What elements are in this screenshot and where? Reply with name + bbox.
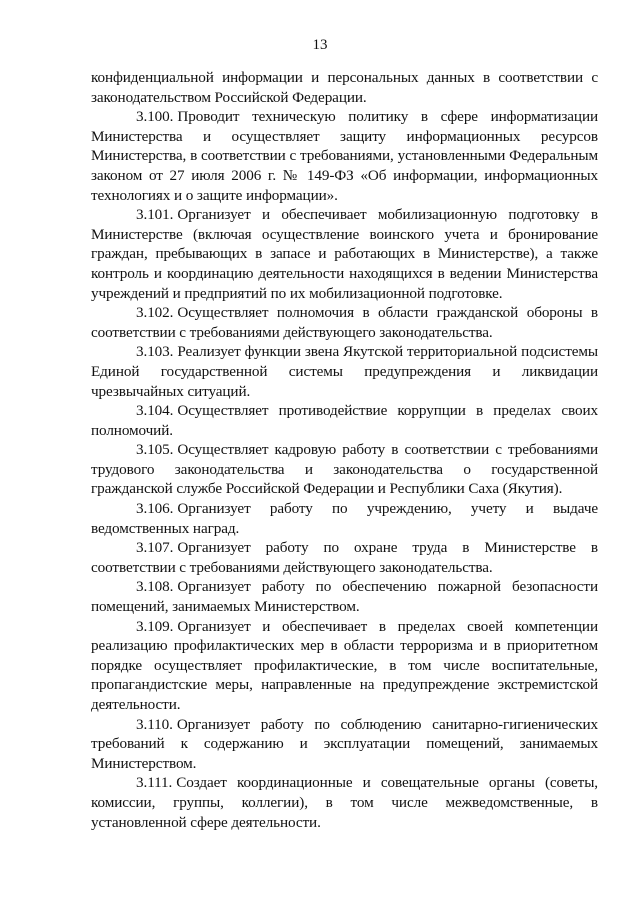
paragraph-3-108 xyxy=(91,577,598,616)
paragraph-text: Создает координационные и совещательные органы (советы, комиссии, группы, коллегии), в том числе межведомственные, в установленной сфере деятельности. xyxy=(91,774,598,831)
paragraph-3-107 xyxy=(91,538,598,577)
paragraph-3-101 xyxy=(91,205,598,303)
page-number: 13 xyxy=(312,37,328,53)
paragraph-number: 3.108. xyxy=(136,578,174,596)
paragraph-text: конфиденциальной информации и персональных данных в соответствии с законодательством Российской Федерации. xyxy=(91,69,598,106)
paragraph-3-104 xyxy=(91,401,598,440)
paragraph-number: 3.102. xyxy=(136,304,174,322)
paragraph-number: 3.101. xyxy=(136,206,174,224)
paragraph-text: Организует работу по соблюдению санитарно-гигиенических требований к содержанию и эксплуатации помещений, занимаемых Министерством. xyxy=(91,715,598,772)
paragraph-number: 3.100. xyxy=(136,108,174,126)
paragraph-number: 3.104. xyxy=(136,402,174,420)
paragraph-text: Осуществляет кадровую работу в соответствии с требованиями трудового законодательства и законодательства о государственной гражданской службе Российской Федерации и Республики Саха (Якутия). xyxy=(91,441,598,498)
paragraph-3-111 xyxy=(91,773,598,832)
document-body xyxy=(91,68,598,832)
paragraph-number: 3.107. xyxy=(136,539,174,557)
paragraph-3-103 xyxy=(91,342,598,401)
paragraph-text: Организует работу по обеспечению пожарной безопасности помещений, занимаемых Министерством. xyxy=(91,578,598,616)
paragraph-3-100 xyxy=(91,107,598,205)
paragraph-text: Осуществляет противодействие коррупции в пределах своих полномочий. xyxy=(91,402,598,439)
paragraph-text: Организует и обеспечивает в пределах своей компетенции реализацию профилактических мер в области терроризма и в приоритетном порядке осуществляет профилактические, в том числе воспитательные, пропагандистские меры, направленные на предупреждение экстремистской деятельности. xyxy=(91,617,598,713)
paragraph-text: Организует работу по охране труда в Министерстве в соответствии с требованиями действующего законодательства. xyxy=(91,539,598,576)
paragraph-3-105 xyxy=(91,440,598,499)
paragraph-text: Организует и обеспечивает мобилизационную подготовку в Министерстве (включая осуществление воинского учета и бронирование граждан, пребывающих в запасе и работающих в Министерстве), а также контроль и координацию деятельности находящихся в ведении Министерства учреждений и предприятий по их мобилизационной подготовке. xyxy=(91,206,598,302)
paragraph-text: Проводит техническую политику в сфере информатизации Министерства и осуществляет защиту информационных ресурсов Министерства, в соответствии с требованиями, установленными Федеральным законом от 27 июля 2006 г. № 149-ФЗ «Об информации, информационных технологиях и о защите информации». xyxy=(91,108,598,204)
paragraph-text: Реализует функции звена Якутской территориальной подсистемы Единой государственной системы предупреждения и ликвидации чрезвычайных ситуаций. xyxy=(91,343,598,400)
paragraph-3-109 xyxy=(91,617,598,715)
paragraph-number: 3.109. xyxy=(136,617,174,635)
paragraph-text: Осуществляет полномочия в области гражданской обороны в соответствии с требованиями действующего законодательства. xyxy=(91,304,598,341)
paragraph-number: 3.111. xyxy=(136,774,173,792)
paragraph-number: 3.103. xyxy=(136,343,174,361)
paragraph-text: Организует работу по учреждению, учету и выдаче ведомственных наград. xyxy=(91,500,598,537)
paragraph-number: 3.106. xyxy=(136,500,174,518)
paragraph-continuation xyxy=(91,68,598,107)
paragraph-3-106 xyxy=(91,499,598,538)
paragraph-number: 3.110. xyxy=(136,715,173,733)
paragraph-3-102 xyxy=(91,303,598,342)
paragraph-3-110 xyxy=(91,715,598,774)
paragraph-number: 3.105. xyxy=(136,441,174,459)
